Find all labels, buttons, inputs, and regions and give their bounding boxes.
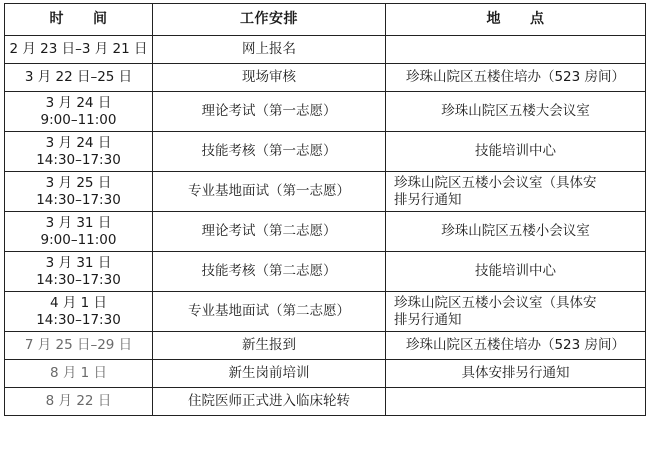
- time-cell: [5, 132, 153, 172]
- location-cell: 珍珠山院区五楼大会议室: [386, 92, 646, 132]
- time-cell: 8 月 1 日: [5, 360, 153, 388]
- time-cell: 8 月 22 日: [5, 388, 153, 416]
- table-row: [5, 92, 646, 132]
- arrangement-cell: 技能考核（第二志愿）: [153, 252, 386, 292]
- time-date: 3 月 25 日: [45, 174, 112, 191]
- location-line: 珍珠山院区五楼小会议室（具体安: [394, 294, 597, 311]
- table-row: [5, 252, 646, 292]
- table-row: [5, 172, 646, 212]
- location-cell: 技能培训中心: [386, 132, 646, 172]
- header-time: 时 间: [5, 4, 153, 36]
- time-cell: [5, 92, 153, 132]
- location-cell: [386, 292, 646, 332]
- time-date: 3 月 24 日: [45, 94, 112, 111]
- arrangement-cell: 新生报到: [153, 332, 386, 360]
- location-cell: 珍珠山院区五楼住培办（523 房间）: [386, 64, 646, 92]
- arrangement-cell: 技能考核（第一志愿）: [153, 132, 386, 172]
- schedule-table: [4, 3, 646, 416]
- arrangement-cell: 专业基地面试（第二志愿）: [153, 292, 386, 332]
- time-date: 3 月 24 日: [45, 134, 112, 151]
- time-cell: [5, 172, 153, 212]
- time-cell: 3 月 22 日–25 日: [5, 64, 153, 92]
- table-row: [5, 36, 646, 64]
- arrangement-cell: 理论考试（第一志愿）: [153, 92, 386, 132]
- arrangement-cell: 网上报名: [153, 36, 386, 64]
- location-cell: [386, 388, 646, 416]
- table-row: [5, 292, 646, 332]
- table-row: [5, 132, 646, 172]
- table-row: [5, 360, 646, 388]
- arrangement-cell: 新生岗前培训: [153, 360, 386, 388]
- time-hours: 14:30–17:30: [36, 271, 121, 288]
- header-location: 地 点: [386, 4, 646, 36]
- time-hours: 14:30–17:30: [36, 191, 121, 208]
- time-hours: 14:30–17:30: [36, 311, 121, 328]
- time-cell: [5, 252, 153, 292]
- arrangement-cell: 住院医师正式进入临床轮转: [153, 388, 386, 416]
- time-cell: [5, 292, 153, 332]
- time-cell: 7 月 25 日–29 日: [5, 332, 153, 360]
- arrangement-cell: 现场审核: [153, 64, 386, 92]
- location-line: 珍珠山院区五楼小会议室（具体安: [394, 174, 597, 191]
- location-cell: [386, 172, 646, 212]
- location-cell: 具体安排另行通知: [386, 360, 646, 388]
- time-hours: 9:00–11:00: [40, 111, 117, 128]
- location-cell: [386, 36, 646, 64]
- location-line: 排另行通知: [394, 311, 462, 328]
- time-hours: 14:30–17:30: [36, 151, 121, 168]
- time-cell: 2 月 23 日–3 月 21 日: [5, 36, 153, 64]
- table-row: [5, 64, 646, 92]
- header-row: [5, 4, 646, 36]
- time-date: 4 月 1 日: [49, 294, 108, 311]
- time-hours: 9:00–11:00: [40, 231, 117, 248]
- arrangement-cell: 专业基地面试（第一志愿）: [153, 172, 386, 212]
- table-row: [5, 388, 646, 416]
- time-cell: [5, 212, 153, 252]
- location-cell: 珍珠山院区五楼小会议室: [386, 212, 646, 252]
- table-row: [5, 212, 646, 252]
- time-date: 3 月 31 日: [45, 254, 112, 271]
- table-row: [5, 332, 646, 360]
- arrangement-cell: 理论考试（第二志愿）: [153, 212, 386, 252]
- location-line: 排另行通知: [394, 191, 462, 208]
- location-cell: 珍珠山院区五楼住培办（523 房间）: [386, 332, 646, 360]
- header-arrangement: 工作安排: [153, 4, 386, 36]
- time-date: 3 月 31 日: [45, 214, 112, 231]
- location-cell: 技能培训中心: [386, 252, 646, 292]
